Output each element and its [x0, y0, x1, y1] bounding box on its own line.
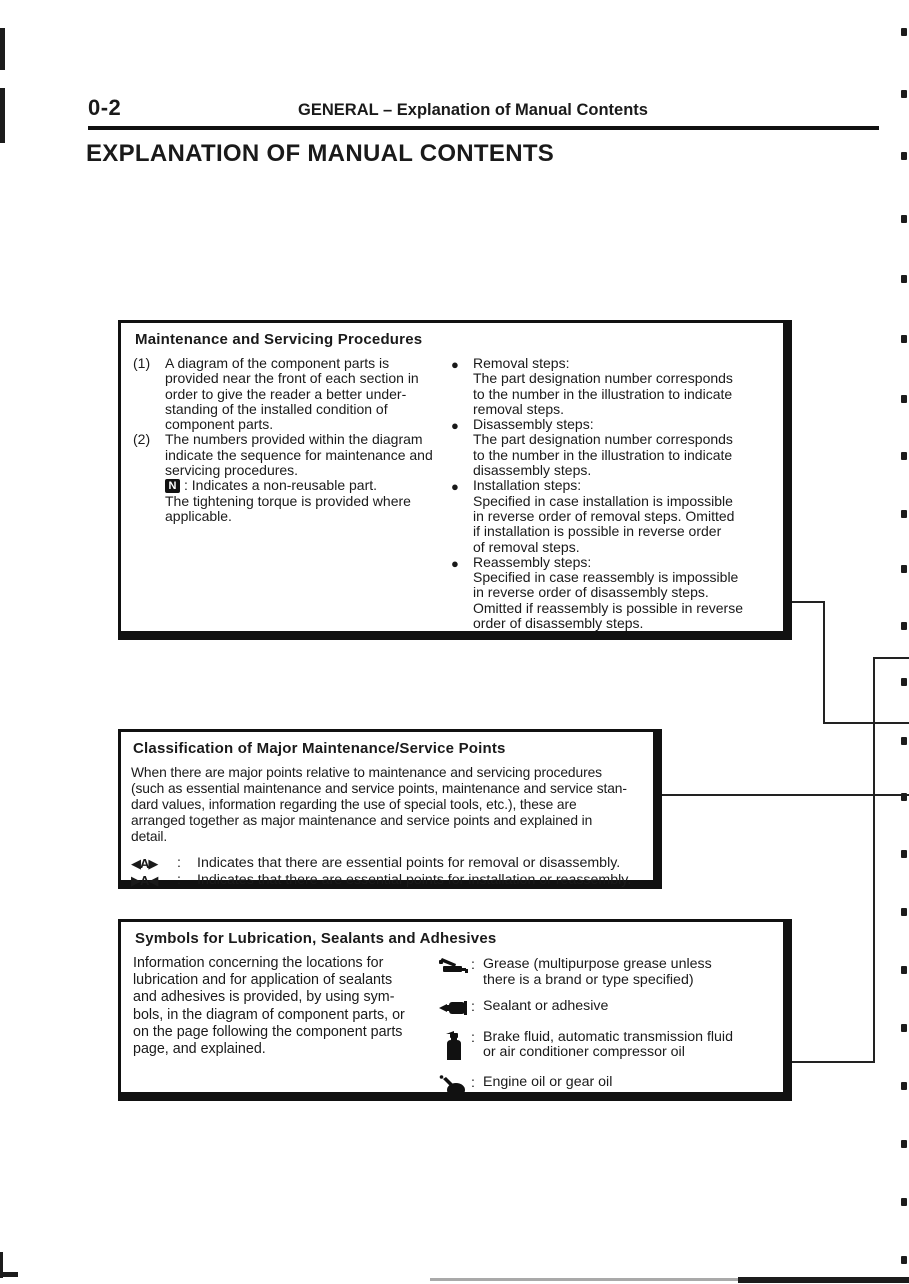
box-title: Maintenance and Servicing Procedures: [135, 331, 423, 348]
bullet-text: Reassembly steps: Specified in case reassembly is impossible in reverse order of disassembly steps. Omitted if reassembly is possible in reverse order of disassembly steps.: [473, 553, 743, 632]
item-text: [165, 432, 441, 524]
separator: :: [177, 855, 181, 872]
symbol-definition-row: [437, 999, 771, 1017]
item-text-part1: The numbers provided within the diagram indicate the sequence for maintenance and servicing procedures.: [165, 431, 433, 479]
edge-glyph-artifact: [901, 395, 907, 403]
symbol-definition-text: Sealant or adhesive: [483, 997, 609, 1014]
installation-reassembly-symbol: ▶A◀: [131, 873, 158, 889]
box1-right-column: [451, 356, 771, 631]
bullet-text: Installation steps: Specified in case installation is impossible in reverse order of removal steps. Omitted if installation is possible in reverse order of removal steps.: [473, 477, 735, 555]
bullet-item: [451, 555, 771, 631]
symbol-definition-text: Brake fluid, automatic transmission fluid or air conditioner compressor oil: [483, 1028, 733, 1061]
binding-shadow-artifact: [0, 28, 5, 70]
bullet-icon: ●: [451, 555, 459, 571]
bullet-icon: ●: [451, 357, 459, 372]
leader-line-box3-h2: [792, 1061, 875, 1063]
edge-glyph-artifact: [901, 678, 907, 686]
symbol-definition-text: Indicates that there are essential points for removal or disassembly.: [197, 855, 621, 872]
leader-line-box1-h1: [792, 601, 825, 603]
edge-glyph-artifact: [901, 908, 907, 916]
box3-symbol-list: [437, 955, 771, 1099]
edge-glyph-artifact: [901, 966, 907, 974]
edge-glyph-artifact: [901, 793, 907, 801]
item-number: (2): [133, 431, 151, 448]
edge-glyph-artifact: [901, 1256, 907, 1264]
edge-glyph-artifact: [901, 28, 907, 36]
edge-glyph-artifact: [901, 152, 907, 160]
edge-glyph-artifact: [901, 335, 907, 343]
item-number: (1): [133, 355, 151, 371]
edge-glyph-artifact: [901, 510, 907, 518]
bullet-text: Disassembly steps: The part designation number corresponds to the number in the illustration to indicate disassembly steps.: [473, 416, 733, 479]
leader-line-box3-v: [873, 657, 875, 1063]
edge-glyph-artifact: [901, 622, 907, 630]
corner-mark-artifact: [2, 1272, 18, 1277]
sealant-tube-icon: [437, 999, 471, 1017]
oil-can-icon: [437, 1075, 471, 1099]
maintenance-procedures-box: [118, 320, 792, 640]
symbol-definition-row: [131, 872, 645, 889]
item-text-part2: The tightening torque is provided where applicable.: [165, 492, 411, 524]
running-header: GENERAL – Explanation of Manual Contents: [298, 101, 648, 119]
leader-line-box1-h2: [823, 722, 909, 724]
non-reusable-note: [165, 478, 441, 493]
symbol-definition-text: Indicates that there are essential points for installation or reassembly.: [197, 872, 632, 889]
classification-box: [118, 729, 662, 889]
edge-glyph-artifact: [901, 1082, 907, 1090]
bullet-icon: ●: [451, 418, 459, 434]
separator: :: [471, 1029, 475, 1046]
box2-paragraph: When there are major points relative to maintenance and servicing procedures (such as essential maintenance and service points, maintenance and service stan- dard values, information regarding the use of special tools, etc.), these are arranged together as major maintenance and service points and explained in detail.: [131, 765, 627, 845]
symbol-definition-row: [437, 957, 771, 989]
separator: :: [471, 1074, 475, 1091]
symbol-definition-row: [437, 1030, 771, 1062]
header-rule: [88, 126, 879, 130]
removal-disassembly-symbol: ◀A▶: [131, 856, 158, 872]
bottom-rule-faint: [430, 1278, 740, 1281]
box1-left-column: [133, 356, 441, 631]
page-title: EXPLANATION OF MANUAL CONTENTS: [86, 140, 555, 167]
edge-glyph-artifact: [901, 737, 907, 745]
leader-line-box1-v: [823, 601, 825, 724]
leader-line-box3-h1: [873, 657, 909, 659]
separator: :: [177, 872, 181, 889]
separator: :: [471, 957, 475, 973]
fluid-bottle-icon: [437, 1030, 471, 1062]
bullet-item: [451, 417, 771, 478]
edge-glyph-artifact: [901, 1198, 907, 1206]
box3-paragraph: Information concerning the locations for lubrication and for application of sealants and adhesives is provided, by using sym- bols, in the diagram of component parts, or on the page following the component parts page, and explained.: [133, 955, 405, 1058]
leader-line-box2-h: [662, 794, 909, 796]
non-reusable-symbol: N: [165, 479, 180, 493]
edge-glyph-artifact: [901, 452, 907, 460]
edge-glyph-artifact: [901, 215, 907, 223]
page-number: 0-2: [88, 95, 122, 120]
numbered-item: [133, 356, 441, 432]
non-reusable-text: : Indicates a non-reusable part.: [184, 477, 378, 494]
symbol-definition-row: [131, 855, 645, 872]
bullet-text: Removal steps: The part designation number corresponds to the number in the illustration to indicate removal steps.: [473, 355, 733, 417]
bottom-rule-dark: [738, 1277, 909, 1283]
grease-gun-icon: [437, 957, 471, 989]
edge-glyph-artifact: [901, 1140, 907, 1148]
symbol-definition-text: Grease (multipurpose grease unless there is a brand or type specified): [483, 956, 712, 988]
bullet-item: [451, 356, 771, 417]
edge-glyph-artifact: [901, 565, 907, 573]
separator: :: [471, 998, 475, 1015]
symbol-definition-text: Engine oil or gear oil: [483, 1073, 613, 1090]
item-text: A diagram of the component parts is provided near the front of each section in order to give the reader a better under- standing of the installed condition of component parts.: [165, 355, 419, 433]
box-title: Symbols for Lubrication, Sealants and Adhesives: [135, 930, 497, 947]
edge-glyph-artifact: [901, 90, 907, 98]
box-title: Classification of Major Maintenance/Service Points: [133, 740, 506, 757]
bullet-item: [451, 478, 771, 554]
numbered-item: [133, 432, 441, 524]
edge-glyph-artifact: [901, 275, 907, 283]
edge-glyph-artifact: [901, 1024, 907, 1032]
edge-glyph-artifact: [901, 850, 907, 858]
symbol-definition-row: [437, 1075, 771, 1099]
lubrication-symbols-box: [118, 919, 792, 1101]
binding-shadow-artifact: [0, 88, 5, 143]
bullet-icon: ●: [451, 479, 459, 495]
